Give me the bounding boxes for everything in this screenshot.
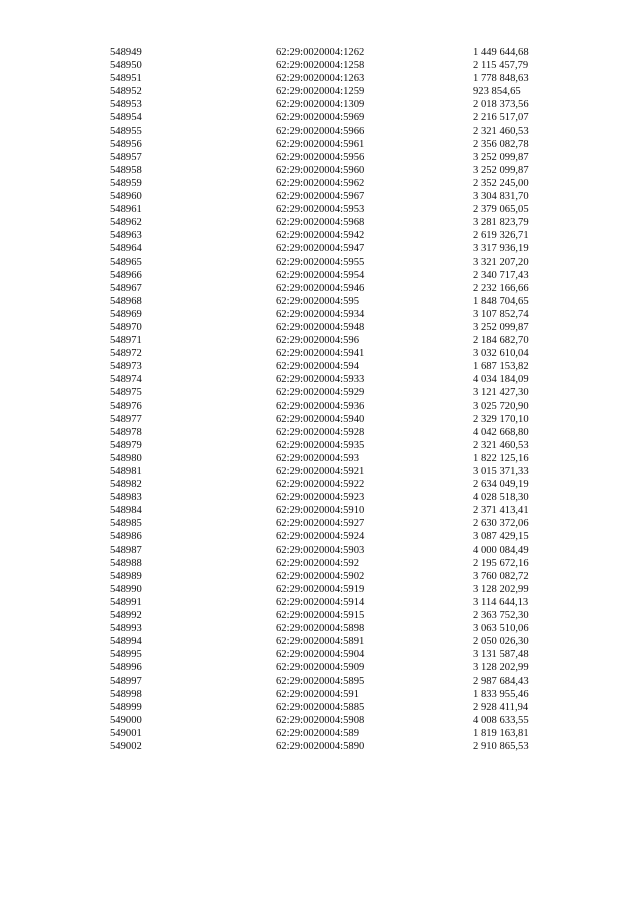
row-id: 548970 xyxy=(110,321,142,333)
cadastral-value: 2 356 082,78 xyxy=(473,138,529,150)
cadastral-value: 1 449 644,68 xyxy=(473,47,529,58)
cadastral-value: 1 833 955,46 xyxy=(473,688,529,700)
table-row xyxy=(110,321,563,334)
row-id: 548964 xyxy=(110,243,142,255)
table-row xyxy=(110,622,563,635)
row-id: 548992 xyxy=(110,610,142,622)
cadastral-number: 62:29:0020004:1259 xyxy=(276,86,365,98)
row-id: 549002 xyxy=(110,740,142,752)
cadastral-number: 62:29:0020004:5904 xyxy=(276,649,365,661)
table-row xyxy=(110,688,563,701)
cadastral-value: 2 115 457,79 xyxy=(473,60,529,72)
cadastral-number: 62:29:0020004:5967 xyxy=(276,191,365,203)
cadastral-value: 2 232 166,66 xyxy=(473,282,529,294)
cadastral-value: 3 114 644,13 xyxy=(473,596,529,608)
row-id: 548971 xyxy=(110,335,142,347)
table-row xyxy=(110,570,563,583)
cadastral-value: 3 015 371,33 xyxy=(473,466,529,477)
table-row xyxy=(110,295,563,308)
cadastral-number: 62:29:0020004:1309 xyxy=(276,99,365,111)
table-row xyxy=(110,373,563,386)
row-id: 548974 xyxy=(110,374,142,386)
table-row xyxy=(110,583,563,596)
cadastral-value: 2 184 682,70 xyxy=(473,335,529,347)
row-id: 548969 xyxy=(110,308,142,320)
table-row xyxy=(110,661,563,674)
cadastral-value: 3 063 510,06 xyxy=(473,623,529,635)
cadastral-value: 2 018 373,56 xyxy=(473,99,529,111)
table-row xyxy=(110,269,563,282)
row-id: 548955 xyxy=(110,125,142,137)
table-row xyxy=(110,177,563,190)
cadastral-value: 1 687 153,82 xyxy=(473,361,529,373)
cadastral-number: 62:29:0020004:5961 xyxy=(276,138,365,150)
row-id: 548954 xyxy=(110,112,142,124)
cadastral-number: 62:29:0020004:5935 xyxy=(276,439,365,451)
cadastral-number: 62:29:0020004:5919 xyxy=(276,583,365,595)
cadastral-number: 62:29:0020004:5946 xyxy=(276,282,365,294)
cadastral-value: 4 028 518,30 xyxy=(473,492,529,504)
cadastral-number: 62:29:0020004:592 xyxy=(276,557,359,569)
cadastral-number: 62:29:0020004:5890 xyxy=(276,740,365,752)
row-id: 548998 xyxy=(110,688,142,700)
row-id: 548975 xyxy=(110,387,142,399)
table-row xyxy=(110,675,563,688)
table-row xyxy=(110,308,563,321)
cadastral-number: 62:29:0020004:5928 xyxy=(276,426,365,438)
table-row xyxy=(110,635,563,648)
table-row xyxy=(110,164,563,177)
table-row xyxy=(110,334,563,347)
cadastral-number: 62:29:0020004:5948 xyxy=(276,321,365,333)
row-id: 548989 xyxy=(110,570,142,582)
row-id: 548973 xyxy=(110,361,142,373)
table-row xyxy=(110,530,563,543)
cadastral-value: 2 910 865,53 xyxy=(473,740,529,752)
cadastral-value: 2 928 411,94 xyxy=(473,701,529,713)
table-row xyxy=(110,491,563,504)
row-id: 548977 xyxy=(110,413,142,425)
row-id: 548963 xyxy=(110,230,142,242)
cadastral-value: 2 987 684,43 xyxy=(473,675,529,687)
cadastral-number: 62:29:0020004:591 xyxy=(276,688,359,700)
row-id: 548982 xyxy=(110,479,142,491)
row-id: 548960 xyxy=(110,191,142,203)
table-row xyxy=(110,72,563,85)
table-row xyxy=(110,347,563,360)
cadastral-number: 62:29:0020004:5909 xyxy=(276,662,365,674)
cadastral-value: 2 195 672,16 xyxy=(473,557,529,569)
cadastral-number: 62:29:0020004:1258 xyxy=(276,60,365,72)
table-row xyxy=(110,544,563,557)
cadastral-value: 2 352 245,00 xyxy=(473,177,529,189)
row-id: 548972 xyxy=(110,348,142,360)
table-row xyxy=(110,216,563,229)
cadastral-value: 2 340 717,43 xyxy=(473,269,529,281)
row-id: 548951 xyxy=(110,73,142,85)
cadastral-number: 62:29:0020004:596 xyxy=(276,335,359,347)
row-id: 548990 xyxy=(110,583,142,595)
row-id: 548956 xyxy=(110,138,142,150)
cadastral-value: 3 087 429,15 xyxy=(473,531,529,543)
row-id: 548958 xyxy=(110,164,142,176)
table-row xyxy=(110,242,563,255)
cadastral-value: 2 329 170,10 xyxy=(473,413,529,425)
row-id: 548979 xyxy=(110,439,142,451)
row-id: 548981 xyxy=(110,466,142,477)
table-row xyxy=(110,517,563,530)
cadastral-number: 62:29:0020004:5895 xyxy=(276,675,365,687)
cadastral-number: 62:29:0020004:5966 xyxy=(276,125,365,137)
cadastral-number: 62:29:0020004:5941 xyxy=(276,348,365,360)
row-id: 548980 xyxy=(110,452,142,464)
table-row xyxy=(110,648,563,661)
row-id: 548983 xyxy=(110,492,142,504)
cadastral-number: 62:29:0020004:5908 xyxy=(276,714,365,726)
cadastral-number: 62:29:0020004:5903 xyxy=(276,544,365,556)
table-row xyxy=(110,740,563,753)
cadastral-number: 62:29:0020004:5915 xyxy=(276,610,365,622)
cadastral-number: 62:29:0020004:1263 xyxy=(276,73,365,85)
row-id: 548985 xyxy=(110,518,142,530)
table-row xyxy=(110,386,563,399)
cadastral-value: 4 000 084,49 xyxy=(473,544,529,556)
table-row xyxy=(110,478,563,491)
table-row xyxy=(110,701,563,714)
cadastral-number: 62:29:0020004:5933 xyxy=(276,374,365,386)
row-id: 548965 xyxy=(110,256,142,268)
cadastral-number: 62:29:0020004:5924 xyxy=(276,531,365,543)
row-id: 548993 xyxy=(110,623,142,635)
cadastral-value: 2 321 460,53 xyxy=(473,439,529,451)
cadastral-value: 2 379 065,05 xyxy=(473,204,529,216)
table-row xyxy=(110,465,563,478)
cadastral-number: 62:29:0020004:5960 xyxy=(276,164,365,176)
table-row xyxy=(110,426,563,439)
cadastral-value: 3 252 099,87 xyxy=(473,321,529,333)
cadastral-value: 3 252 099,87 xyxy=(473,164,529,176)
row-id: 548986 xyxy=(110,531,142,543)
table-row xyxy=(110,452,563,465)
table-row xyxy=(110,714,563,727)
table-row xyxy=(110,256,563,269)
row-id: 548995 xyxy=(110,649,142,661)
cadastral-number: 62:29:0020004:594 xyxy=(276,361,359,373)
cadastral-value: 1 848 704,65 xyxy=(473,295,529,307)
cadastral-value: 2 630 372,06 xyxy=(473,518,529,530)
cadastral-number: 62:29:0020004:595 xyxy=(276,295,359,307)
cadastral-value: 3 121 427,30 xyxy=(473,387,529,399)
cadastral-value: 4 034 184,09 xyxy=(473,374,529,386)
row-id: 548949 xyxy=(110,47,142,58)
table-row xyxy=(110,151,563,164)
row-id: 548962 xyxy=(110,217,142,229)
cadastral-number: 62:29:0020004:5936 xyxy=(276,400,365,412)
cadastral-number: 62:29:0020004:589 xyxy=(276,727,359,739)
cadastral-number: 62:29:0020004:5940 xyxy=(276,413,365,425)
cadastral-number: 62:29:0020004:5968 xyxy=(276,217,365,229)
row-id: 548959 xyxy=(110,177,142,189)
row-id: 548988 xyxy=(110,557,142,569)
table-row xyxy=(110,85,563,98)
cadastral-number: 62:29:0020004:5922 xyxy=(276,479,365,491)
cadastral-value: 3 025 720,90 xyxy=(473,400,529,412)
cadastral-number: 62:29:0020004:5962 xyxy=(276,177,365,189)
cadastral-number: 62:29:0020004:5954 xyxy=(276,269,365,281)
table-row xyxy=(110,111,563,124)
cadastral-value-table xyxy=(110,46,563,753)
cadastral-number: 62:29:0020004:5953 xyxy=(276,204,365,216)
row-id: 548957 xyxy=(110,151,142,163)
cadastral-number: 62:29:0020004:5929 xyxy=(276,387,365,399)
cadastral-number: 62:29:0020004:593 xyxy=(276,452,359,464)
row-id: 548952 xyxy=(110,86,142,98)
row-id: 548994 xyxy=(110,636,142,648)
table-row xyxy=(110,125,563,138)
cadastral-value: 3 760 082,72 xyxy=(473,570,529,582)
table-row xyxy=(110,504,563,517)
cadastral-number: 62:29:0020004:5969 xyxy=(276,112,365,124)
table-row xyxy=(110,282,563,295)
cadastral-value: 3 281 823,79 xyxy=(473,217,529,229)
cadastral-number: 62:29:0020004:5955 xyxy=(276,256,365,268)
cadastral-value: 3 304 831,70 xyxy=(473,191,529,203)
cadastral-number: 62:29:0020004:5891 xyxy=(276,636,365,648)
cadastral-value: 2 216 517,07 xyxy=(473,112,529,124)
row-id: 549000 xyxy=(110,714,142,726)
table-row xyxy=(110,557,563,570)
row-id: 548966 xyxy=(110,269,142,281)
cadastral-value: 3 128 202,99 xyxy=(473,662,529,674)
table-row xyxy=(110,46,563,59)
table-row xyxy=(110,98,563,111)
cadastral-value: 3 317 936,19 xyxy=(473,243,529,255)
cadastral-number: 62:29:0020004:5921 xyxy=(276,466,365,477)
table-row xyxy=(110,190,563,203)
cadastral-number: 62:29:0020004:5898 xyxy=(276,623,365,635)
cadastral-value: 923 854,65 xyxy=(473,86,521,98)
row-id: 548996 xyxy=(110,662,142,674)
table-row xyxy=(110,400,563,413)
row-id: 548967 xyxy=(110,282,142,294)
cadastral-value: 3 321 207,20 xyxy=(473,256,529,268)
cadastral-value: 1 822 125,16 xyxy=(473,452,529,464)
cadastral-value: 3 032 610,04 xyxy=(473,348,529,360)
row-id: 548984 xyxy=(110,505,142,517)
cadastral-number: 62:29:0020004:5942 xyxy=(276,230,365,242)
row-id: 548999 xyxy=(110,701,142,713)
row-id: 548997 xyxy=(110,675,142,687)
cadastral-number: 62:29:0020004:5910 xyxy=(276,505,365,517)
table-row xyxy=(110,360,563,373)
cadastral-value: 2 619 326,71 xyxy=(473,230,529,242)
row-id: 548987 xyxy=(110,544,142,556)
cadastral-value: 3 107 852,74 xyxy=(473,308,529,320)
table-row xyxy=(110,439,563,452)
row-id: 548968 xyxy=(110,295,142,307)
cadastral-value: 2 371 413,41 xyxy=(473,505,529,517)
cadastral-value: 2 634 049,19 xyxy=(473,479,529,491)
cadastral-number: 62:29:0020004:5923 xyxy=(276,492,365,504)
cadastral-value: 2 363 752,30 xyxy=(473,610,529,622)
cadastral-number: 62:29:0020004:5947 xyxy=(276,243,365,255)
row-id: 548950 xyxy=(110,60,142,72)
table-row xyxy=(110,609,563,622)
table-body xyxy=(110,46,563,753)
cadastral-number: 62:29:0020004:5885 xyxy=(276,701,365,713)
row-id: 549001 xyxy=(110,727,142,739)
cadastral-number: 62:29:0020004:5902 xyxy=(276,570,365,582)
table-row xyxy=(110,413,563,426)
table-row xyxy=(110,59,563,72)
cadastral-number: 62:29:0020004:5956 xyxy=(276,151,365,163)
cadastral-value: 2 321 460,53 xyxy=(473,125,529,137)
table-row xyxy=(110,596,563,609)
table-row xyxy=(110,229,563,242)
cadastral-value: 3 252 099,87 xyxy=(473,151,529,163)
cadastral-value: 1 778 848,63 xyxy=(473,73,529,85)
row-id: 548953 xyxy=(110,99,142,111)
table-row xyxy=(110,138,563,151)
table-row xyxy=(110,727,563,740)
cadastral-value: 4 008 633,55 xyxy=(473,714,529,726)
cadastral-value: 3 131 587,48 xyxy=(473,649,529,661)
row-id: 548991 xyxy=(110,596,142,608)
cadastral-value: 3 128 202,99 xyxy=(473,583,529,595)
cadastral-number: 62:29:0020004:5914 xyxy=(276,596,365,608)
cadastral-value: 4 042 668,80 xyxy=(473,426,529,438)
cadastral-value: 1 819 163,81 xyxy=(473,727,529,739)
row-id: 548976 xyxy=(110,400,142,412)
cadastral-number: 62:29:0020004:5934 xyxy=(276,308,365,320)
cadastral-value: 2 050 026,30 xyxy=(473,636,529,648)
row-id: 548978 xyxy=(110,426,142,438)
table-row xyxy=(110,203,563,216)
cadastral-number: 62:29:0020004:5927 xyxy=(276,518,365,530)
row-id: 548961 xyxy=(110,204,142,216)
cadastral-number: 62:29:0020004:1262 xyxy=(276,47,365,58)
